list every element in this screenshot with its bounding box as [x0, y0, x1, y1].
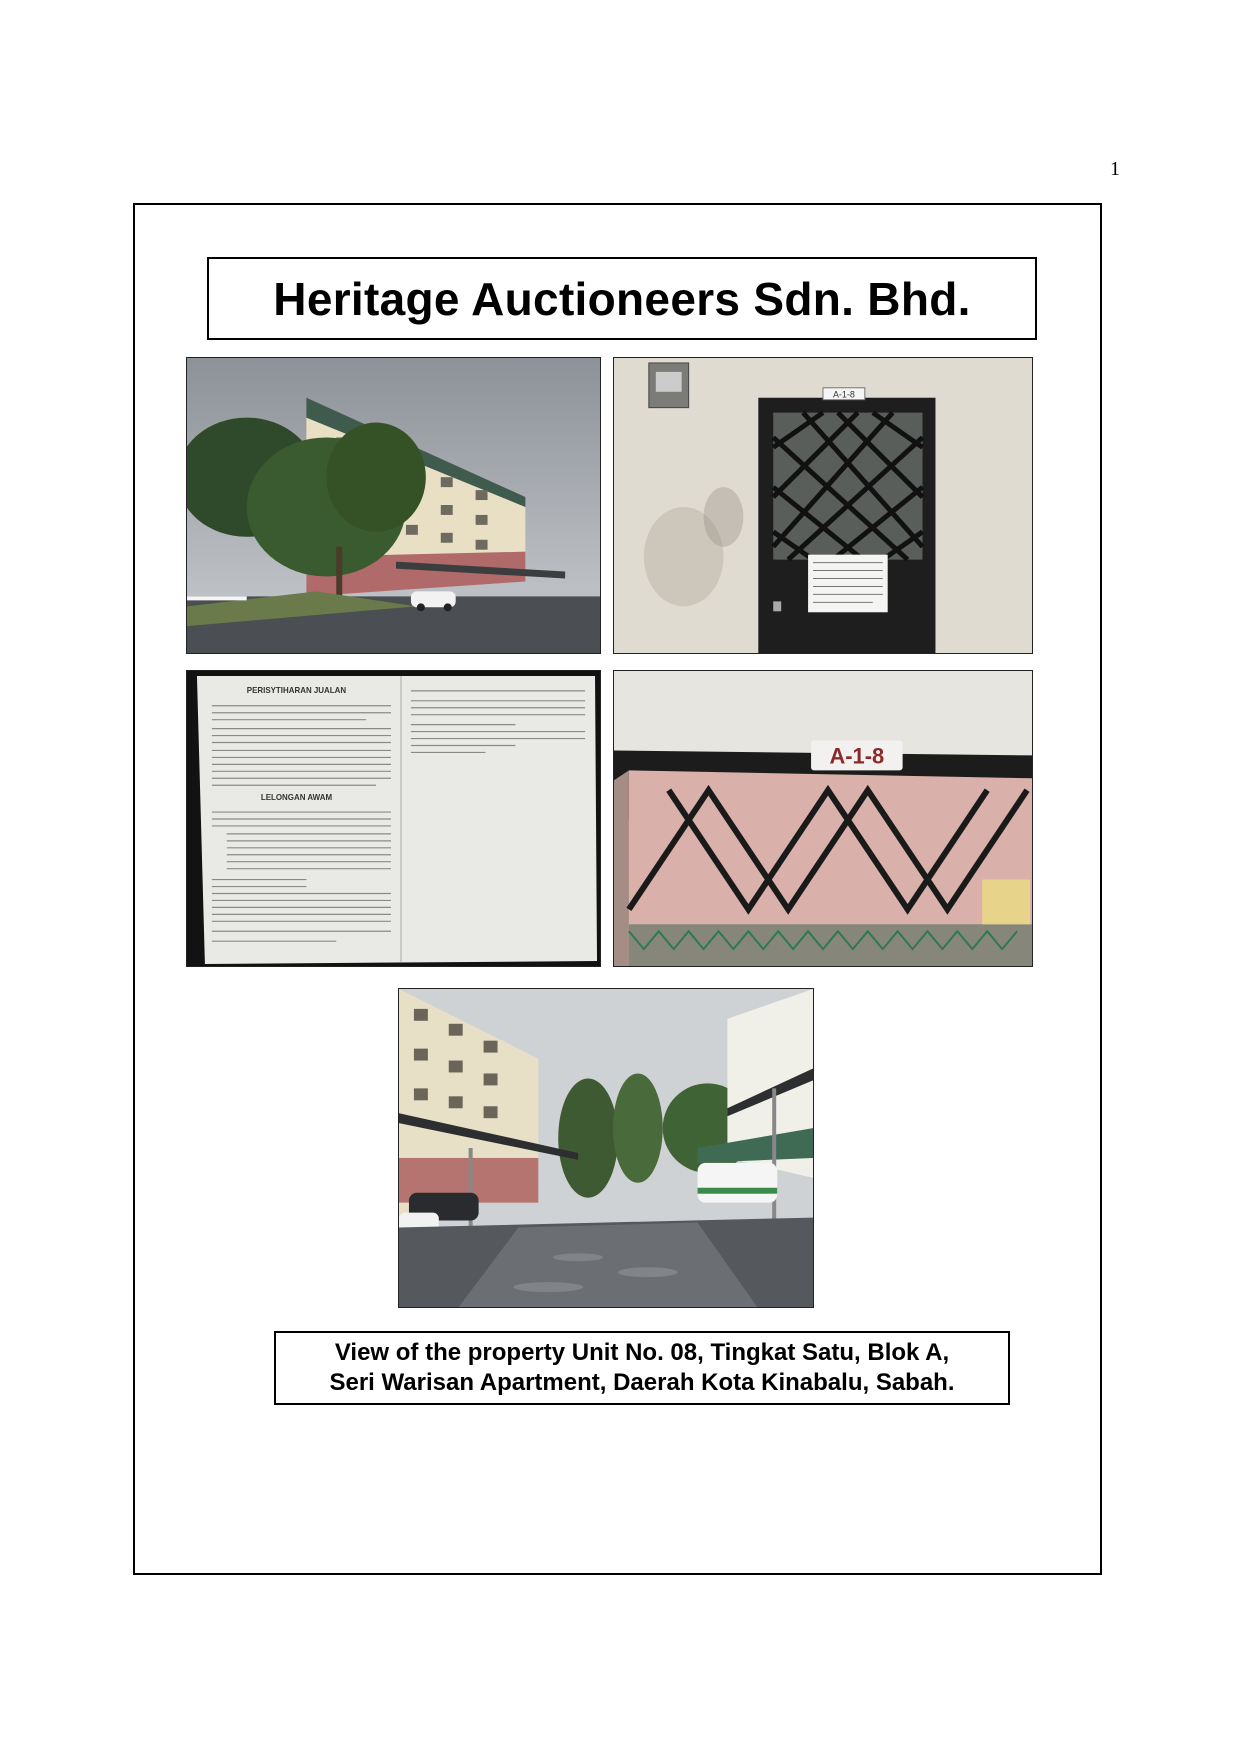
notice-heading: PERISYTIHARAN JUALAN: [246, 685, 347, 695]
auction-notice-photo: [186, 670, 601, 967]
caption-line-1: View of the property Unit No. 08, Tingkat Satu, Blok A,: [334, 1339, 950, 1366]
car-park-photo: [398, 988, 814, 1308]
caption-box: [274, 1331, 1010, 1405]
unit-door-photo: [613, 357, 1033, 654]
caption-line-2: Seri Warisan Apartment, Daerah Kota Kinabalu, Sabah.: [329, 1369, 955, 1396]
door-plate-label: A-1-8: [832, 389, 855, 400]
apartment-building-photo: [186, 357, 601, 654]
title-box: [207, 257, 1037, 340]
company-title: Heritage Auctioneers Sdn. Bhd.: [273, 272, 971, 325]
number-plate-label: A-1-8: [829, 743, 885, 769]
unit-number-plate-photo: [613, 670, 1033, 967]
notice-subheading: LELONGAN AWAM: [260, 793, 333, 803]
page-number: 1: [1110, 158, 1120, 180]
